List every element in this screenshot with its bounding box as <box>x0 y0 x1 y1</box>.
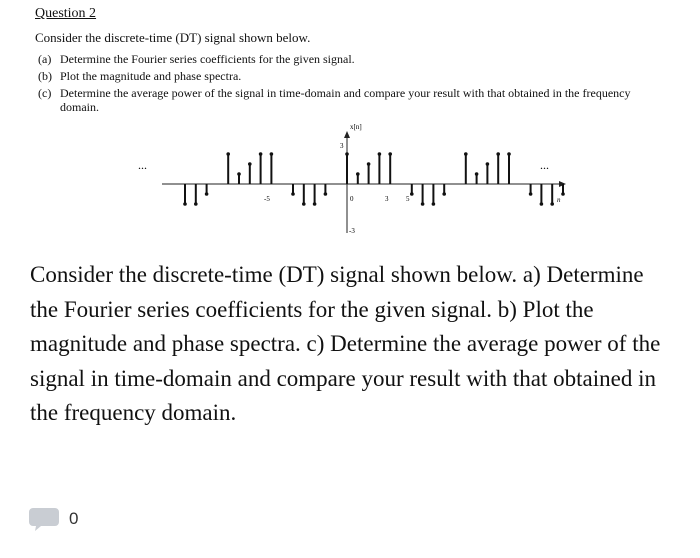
signal-stem-marker <box>183 202 187 206</box>
signal-stem-marker <box>345 152 349 156</box>
signal-stem-marker <box>237 172 241 176</box>
signal-stem-marker <box>442 192 446 196</box>
tick-label-x-0: 0 <box>350 195 354 203</box>
question-body-text: Consider the discrete-time (DT) signal shown below. a) Determine the Fourier series coefficients for the given signal. b) Plot the magnitude and phase spectra. c) Determine the average power of the signal in time-domain and compare your result with that obtained in the frequency domain. <box>30 262 661 425</box>
signal-plot <box>100 115 580 245</box>
signal-stem-marker <box>194 202 198 206</box>
tick-label-x-5: 5 <box>406 195 410 203</box>
part-c-label: (c) <box>38 86 52 100</box>
signal-stem-marker <box>507 152 511 156</box>
tick-label-y-neg3: -3 <box>349 227 355 235</box>
signal-stem-marker <box>302 202 306 206</box>
question-part-c <box>38 86 668 114</box>
question-image <box>0 0 700 250</box>
signal-stem-marker <box>561 192 565 196</box>
signal-stem-marker <box>248 162 252 166</box>
y-axis-label: x[n] <box>350 123 362 131</box>
signal-stem-marker <box>259 152 263 156</box>
signal-stem-marker <box>540 202 544 206</box>
comment-count: 0 <box>69 509 79 528</box>
question-part-b <box>38 69 668 83</box>
x-axis-label: n <box>557 196 561 204</box>
tick-label-y-3: 3 <box>340 142 344 150</box>
part-b-text: Plot the magnitude and phase spectra. <box>60 69 242 83</box>
signal-stem-marker <box>367 162 371 166</box>
signal-stem-marker <box>226 152 230 156</box>
signal-stem-marker <box>291 192 295 196</box>
ellipsis-left: ... <box>138 158 147 172</box>
question-title: Question 2 <box>35 6 97 21</box>
ellipsis-right: ... <box>540 158 549 172</box>
y-axis-arrow <box>344 131 350 138</box>
signal-stem-marker <box>388 152 392 156</box>
signal-stem-marker <box>270 152 274 156</box>
question-intro: Consider the discrete-time (DT) signal shown below. <box>35 30 311 45</box>
part-c-text: Determine the average power of the signal in time-domain and compare your result with that obtained in the frequency domain. <box>60 86 631 114</box>
comment-bubble-icon[interactable] <box>28 506 60 532</box>
signal-stem-marker <box>356 172 360 176</box>
signal-stem-marker <box>464 152 468 156</box>
signal-stem-marker <box>410 192 414 196</box>
signal-stems <box>183 152 580 206</box>
signal-stem-marker <box>324 192 328 196</box>
tick-label-x-neg5: -5 <box>264 195 270 203</box>
signal-stem-marker <box>432 202 436 206</box>
signal-stem-marker <box>378 152 382 156</box>
signal-stem-marker <box>529 192 533 196</box>
part-b-label: (b) <box>38 69 52 83</box>
tick-label-x-3: 3 <box>385 195 389 203</box>
question-part-a <box>38 52 668 66</box>
part-a-label: (a) <box>38 52 52 66</box>
signal-stem-marker <box>475 172 479 176</box>
signal-stem-marker <box>205 192 209 196</box>
comments-counter[interactable] <box>28 506 78 532</box>
signal-stem-marker <box>550 202 554 206</box>
signal-stem-marker <box>313 202 317 206</box>
part-a-text: Determine the Fourier series coefficients for the given signal. <box>60 52 355 66</box>
signal-stem-marker <box>496 152 500 156</box>
signal-stem-marker <box>486 162 490 166</box>
signal-stem-marker <box>421 202 425 206</box>
